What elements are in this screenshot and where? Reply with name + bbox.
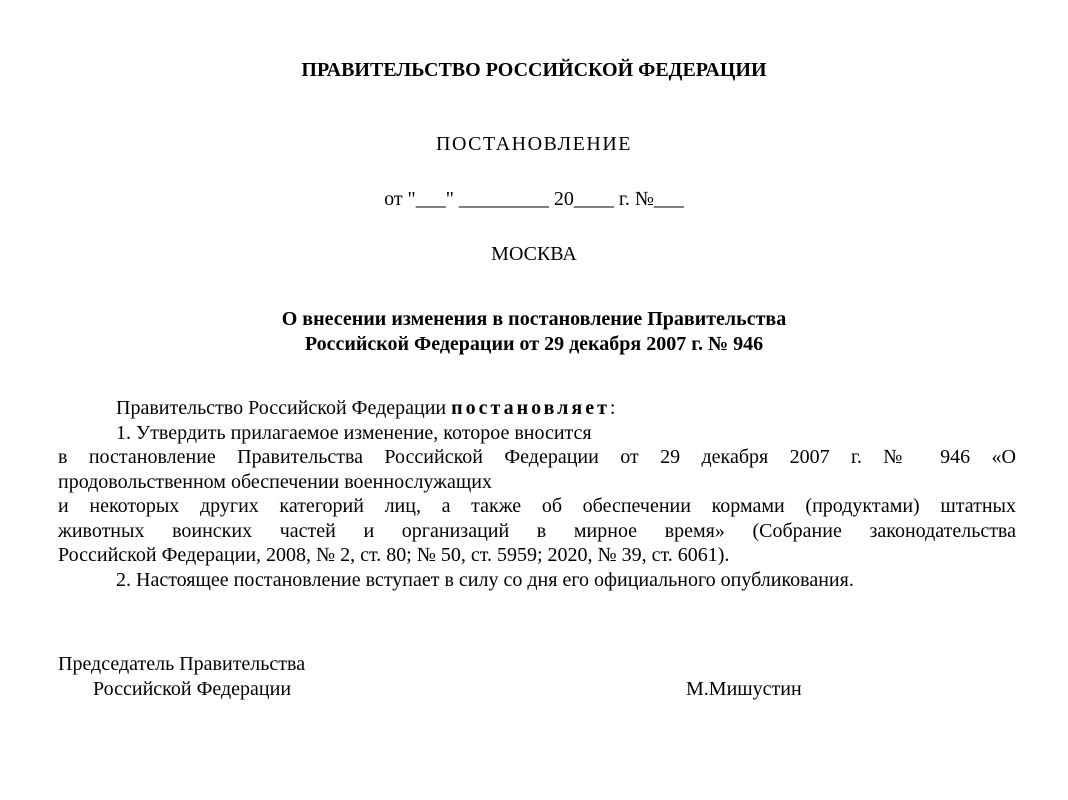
paragraph-1-line-4: и некоторых других категорий лиц, а также об обеспечении кормами (продуктами) штатных: [58, 495, 1016, 517]
government-title: ПРАВИТЕЛЬСТВО РОССИЙСКОЙ ФЕДЕРАЦИИ: [301, 59, 767, 81]
paragraph-1-line-6: Российской Федерации, 2008, № 2, ст. 80; № 50, ст. 5959; 2020, № 39, ст. 6061).: [58, 544, 730, 566]
intro-verb: постановляет: [451, 397, 610, 419]
subject-line-2: Российской Федерации от 29 декабря 2007 г. № 946: [304, 333, 764, 355]
intro-prefix: Правительство Российской Федерации: [116, 397, 452, 419]
signatory-position-line-1: Председатель Правительства: [58, 653, 306, 675]
intro-paragraph: [58, 396, 1016, 421]
document-subject: [0, 307, 1068, 357]
paragraph-1-line-5: животных воинских частей и организаций в мирное время» (Собрание законодательства: [58, 519, 1016, 542]
paragraph-1-line-1: 1. Утвердить прилагаемое изменение, которое вносится: [116, 421, 592, 444]
document-body: [58, 396, 1016, 592]
signatory-name: М.Мишустин: [686, 678, 802, 700]
signatory-position-line-2: Российской Федерации: [93, 678, 292, 700]
city: МОСКВА: [491, 243, 577, 265]
document-type: ПОСТАНОВЛЕНИЕ: [436, 133, 632, 155]
paragraph-2: 2. Настоящее постановление вступает в силу со дня его официального опубликования.: [116, 568, 854, 591]
paragraph-1-line-2: в постановление Правительства Российской Федерации от 29 декабря 2007 г. № 946 «О: [58, 446, 1016, 468]
date-number-line: от "___" _________ 20____ г. №___: [384, 188, 684, 210]
intro-suffix: :: [609, 397, 616, 419]
subject-line-1: О внесении изменения в постановление Правительства: [281, 308, 787, 330]
paragraph-1-line-3: продовольственном обеспечении военнослужащих: [58, 470, 492, 493]
